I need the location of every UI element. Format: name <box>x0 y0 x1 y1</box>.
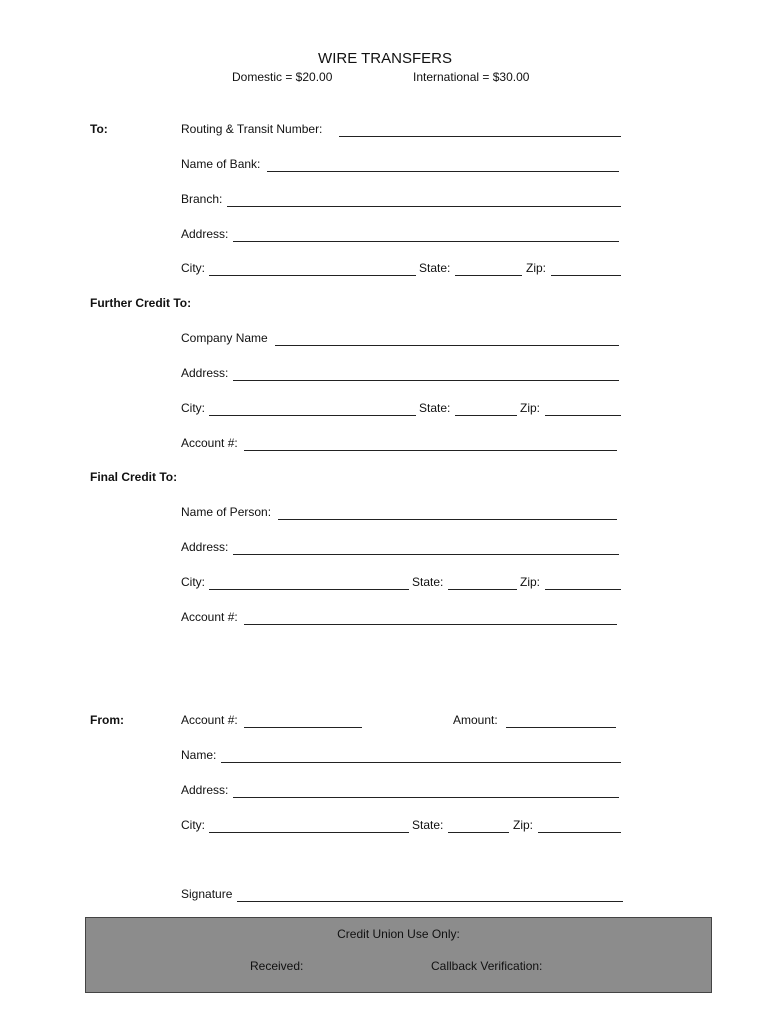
from-zip-label: Zip: <box>513 818 534 832</box>
signature-field[interactable] <box>181 887 623 903</box>
further-account-label: Account #: <box>181 436 238 450</box>
received-label: Received: <box>250 959 304 973</box>
domestic-fee: Domestic = $20.00 <box>232 70 333 84</box>
from-zip-line[interactable] <box>538 832 621 833</box>
further-state-line[interactable] <box>455 415 517 416</box>
final-account-field[interactable] <box>181 610 621 626</box>
bank-name-label: Name of Bank: <box>181 157 261 171</box>
person-name-field[interactable] <box>181 505 621 521</box>
from-city-label: City: <box>181 818 205 832</box>
to-city-state-zip-field[interactable] <box>181 261 621 277</box>
from-name-line[interactable] <box>221 762 621 763</box>
form-title: WIRE TRANSFERS <box>318 50 452 67</box>
branch-field[interactable] <box>181 192 621 208</box>
section-further-credit-label: Further Credit To: <box>90 296 192 310</box>
from-city-state-zip-field[interactable] <box>181 818 621 834</box>
from-name-label: Name: <box>181 748 217 762</box>
bank-name-field[interactable] <box>181 157 621 173</box>
to-state-label: State: <box>419 261 451 275</box>
credit-union-use-box <box>85 917 712 993</box>
to-zip-line[interactable] <box>551 275 621 276</box>
routing-number-field[interactable] <box>181 122 621 138</box>
further-state-label: State: <box>419 401 451 415</box>
final-zip-label: Zip: <box>520 575 541 589</box>
section-from-label: From: <box>90 713 124 727</box>
further-zip-line[interactable] <box>545 415 621 416</box>
further-account-field[interactable] <box>181 436 621 452</box>
further-address-line[interactable] <box>233 380 619 381</box>
final-address-label: Address: <box>181 540 229 554</box>
from-account-amount-field[interactable] <box>181 713 621 729</box>
section-to-label: To: <box>90 122 108 136</box>
from-account-line[interactable] <box>244 727 362 728</box>
to-city-label: City: <box>181 261 205 275</box>
final-zip-line[interactable] <box>545 589 621 590</box>
company-name-field[interactable] <box>181 331 621 347</box>
callback-verification-label: Callback Verification: <box>431 959 543 973</box>
from-account-label: Account #: <box>181 713 238 727</box>
from-address-label: Address: <box>181 783 229 797</box>
further-address-label: Address: <box>181 366 229 380</box>
person-name-label: Name of Person: <box>181 505 272 519</box>
from-state-label: State: <box>412 818 444 832</box>
final-city-label: City: <box>181 575 205 589</box>
final-account-label: Account #: <box>181 610 238 624</box>
final-address-field[interactable] <box>181 540 621 556</box>
further-city-state-zip-field[interactable] <box>181 401 621 417</box>
from-city-line[interactable] <box>209 832 409 833</box>
to-address-field[interactable] <box>181 227 621 243</box>
from-address-field[interactable] <box>181 783 621 799</box>
to-address-line[interactable] <box>233 241 619 242</box>
to-state-line[interactable] <box>455 275 522 276</box>
signature-line[interactable] <box>237 901 623 902</box>
routing-number-line[interactable] <box>339 136 621 137</box>
person-name-line[interactable] <box>278 519 617 520</box>
to-city-line[interactable] <box>209 275 416 276</box>
amount-line[interactable] <box>506 727 616 728</box>
signature-label: Signature <box>181 887 233 901</box>
final-account-line[interactable] <box>244 624 617 625</box>
from-address-line[interactable] <box>233 797 619 798</box>
further-account-line[interactable] <box>244 450 617 451</box>
further-zip-label: Zip: <box>520 401 541 415</box>
from-name-field[interactable] <box>181 748 621 764</box>
to-address-label: Address: <box>181 227 229 241</box>
bank-name-line[interactable] <box>267 171 619 172</box>
from-state-line[interactable] <box>448 832 509 833</box>
final-state-line[interactable] <box>448 589 517 590</box>
final-city-line[interactable] <box>209 589 409 590</box>
section-final-credit-label: Final Credit To: <box>90 470 178 484</box>
further-address-field[interactable] <box>181 366 621 382</box>
further-city-line[interactable] <box>209 415 416 416</box>
international-fee: International = $30.00 <box>413 70 530 84</box>
routing-number-label: Routing & Transit Number: <box>181 122 323 136</box>
amount-label: Amount: <box>453 713 498 727</box>
company-name-line[interactable] <box>275 345 619 346</box>
final-state-label: State: <box>412 575 444 589</box>
to-zip-label: Zip: <box>526 261 547 275</box>
final-address-line[interactable] <box>233 554 619 555</box>
credit-union-use-title: Credit Union Use Only: <box>337 927 460 941</box>
branch-line[interactable] <box>227 206 621 207</box>
branch-label: Branch: <box>181 192 223 206</box>
final-city-state-zip-field[interactable] <box>181 575 621 591</box>
further-city-label: City: <box>181 401 205 415</box>
company-name-label: Company Name <box>181 331 268 345</box>
